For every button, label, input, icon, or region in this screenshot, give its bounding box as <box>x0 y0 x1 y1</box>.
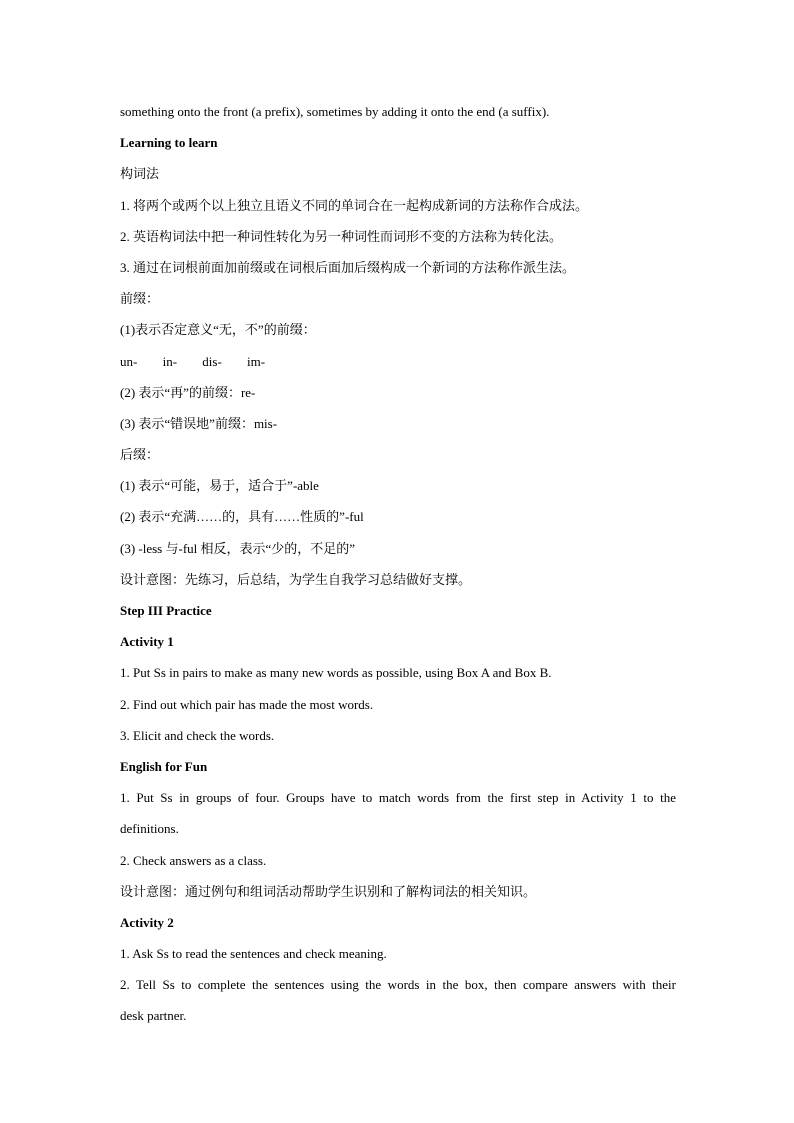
paragraph-line: desk partner. <box>120 1008 187 1024</box>
paragraph-line: 1. Ask Ss to read the sentences and check meaning. <box>120 946 387 962</box>
paragraph-line: 3. Elicit and check the words. <box>120 727 275 743</box>
paragraph-line: (3) -less 与-ful 相反，表示“少的，不足的” <box>120 540 356 556</box>
paragraph-line: (2) 表示“再”的前缀：re- <box>120 384 256 400</box>
paragraph-line: (2) 表示“充满……的，具有……性质的”-ful <box>120 509 364 525</box>
section-heading: English for Fun <box>120 758 208 774</box>
paragraph-line: 1. 将两个或两个以上独立且语义不同的单词合在一起构成新词的方法称作合成法。 <box>120 197 589 213</box>
paragraph-line: (1)表示否定意义“无，不”的前缀： <box>120 322 316 338</box>
paragraph-line: something onto the front (a prefix), sometimes by adding it onto the end (a suffix). <box>120 104 550 119</box>
paragraph-line: 1. Put Ss in pairs to make as many new words as possible, using Box A and Box B. <box>120 665 552 681</box>
paragraph-line: 构词法 <box>120 166 160 182</box>
paragraph-line: (3) 表示“错误地”前缀：mis- <box>120 415 278 431</box>
prefix-item: dis- <box>202 353 222 369</box>
paragraph-line: 设计意图：通过例句和组词活动帮助学生识别和了解构词法的相关知识。 <box>120 883 537 899</box>
paragraph-line: 2. Find out which pair has made the most words. <box>120 696 374 712</box>
prefix-item: im- <box>247 353 266 369</box>
paragraph-line: 2. 英语构词法中把一种词性转化为另一种词性而词形不变的方法称为转化法。 <box>120 228 563 244</box>
section-heading: Step III Practice <box>120 603 212 618</box>
section-heading: Activity 1 <box>120 634 174 650</box>
paragraph-line: 3. 通过在词根前面加前缀或在词根后面加后缀构成一个新词的方法称作派生法。 <box>120 259 576 275</box>
paragraph-line: 2. Check answers as a class. <box>120 852 267 868</box>
paragraph-line: 1. Put Ss in groups of four. Groups have to match words from the first step in Activity 1 to the <box>120 790 676 806</box>
paragraph-line: 设计意图：先练习，后总结，为学生自我学习总结做好支撑。 <box>120 571 472 587</box>
prefix-item: in- <box>162 353 178 369</box>
section-heading: Learning to learn <box>120 135 218 151</box>
prefix-item: un- <box>120 353 138 369</box>
paragraph-line: 2. Tell Ss to complete the sentences using the words in the box, then compare answers with their <box>120 977 676 993</box>
document-page <box>120 101 676 1037</box>
prefix-list <box>120 351 676 382</box>
paragraph-line: 后缀： <box>120 447 160 463</box>
paragraph-line: definitions. <box>120 821 179 837</box>
paragraph-line: 前缀： <box>120 291 160 307</box>
section-heading: Activity 2 <box>120 914 174 930</box>
paragraph-line: (1) 表示“可能，易于，适合于”-able <box>120 478 319 494</box>
